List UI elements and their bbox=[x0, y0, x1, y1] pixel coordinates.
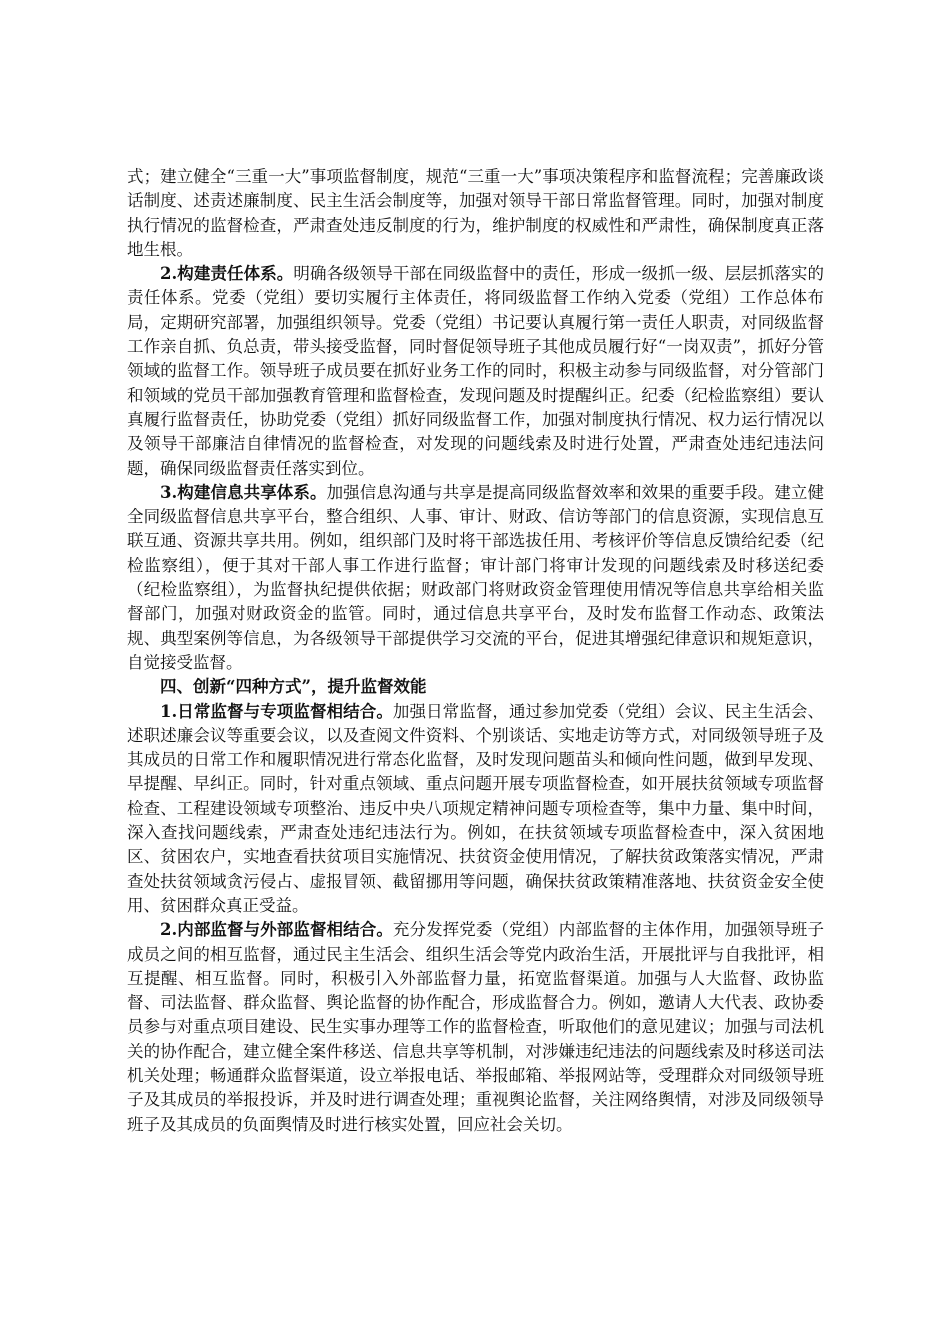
paragraph-text: 式；建立健全“三重一大”事项监督制度，规范“三重一大”事项决策程序和监督流程；完善廉政谈话制度、述责述廉制度、民主生活会制度等，加强对领导干部日常监督管理。同时，加强对制度执行情况的监督检查，严肃查处违反制度的行为，维护制度的权威性和严肃性，确保制度真正落地生根。 bbox=[127, 167, 824, 259]
paragraph-continuation bbox=[127, 165, 824, 262]
paragraph-text: 充分发挥党委（党组）内部监督的主体作用，加强领导班子成员之间的相互监督，通过民主生活会、组织生活会等党内政治生活，开展批评与自我批评，相互提醒、相互监督。同时，积极引入外部监督力量，拓宽监督渠道。加强与人大监督、政协监督、司法监督、群众监督、舆论监督的协作配合，形成监督合力。例如，邀请人大代表、政协委员参与对重点项目建设、民生实事办理等工作的监督检查，听取他们的意见建议；加强与司法机关的协作配合，建立健全案件移送、信息共享等机制，对涉嫌违纪违法的问题线索及时移送司法机关处理；畅通群众监督渠道，设立举报电话、举报邮箱、举报网站等，受理群众对同级领导班子及其成员的举报投诉，并及时进行调查处理；重视舆论监督，关注网络舆情，对涉及同级领导班子及其成员的负面舆情及时进行核实处置，回应社会关切。 bbox=[127, 920, 824, 1134]
paragraph-lead: 2.构建责任体系。 bbox=[160, 264, 294, 284]
document-body bbox=[127, 165, 824, 1137]
paragraph-text: 加强信息沟通与共享是提高同级监督效率和效果的重要手段。建立健全同级监督信息共享平台，整合组织、人事、审计、财政、信访等部门的信息资源，实现信息互联互通、资源共享共用。例如，组织部门及时将干部选拔任用、考核评价等信息反馈给纪委（纪检监察组），便于其对干部人事工作进行监督；审计部门将审计发现的问题线索及时移送纪委（纪检监察组），为监督执纪提供依据；财政部门将财政资金管理使用情况等信息共享给相关监督部门，加强对财政资金的监管。同时，通过信息共享平台，及时发布监督工作动态、政策法规、典型案例等信息，为各级领导干部提供学习交流的平台，促进其增强纪律意识和规矩意识，自觉接受监督。 bbox=[127, 482, 824, 672]
paragraph-info-sharing-system bbox=[127, 481, 824, 675]
paragraph-lead: 1.日常监督与专项监督相结合。 bbox=[160, 701, 393, 721]
paragraph-internal-external-supervision bbox=[127, 918, 824, 1137]
paragraph-text: 明确各级领导干部在同级监督中的责任，形成一级抓一级、层层抓落实的责任体系。党委（党组）要切实履行主体责任，将同级监督工作纳入党委（党组）工作总体布局，定期研究部署，加强组织领导。党委（党组）书记要认真履行第一责任人职责，对同级监督工作亲自抓、负总责，带头接受监督，同时督促领导班子其他成员履行好“一岗双责”，抓好分管领域的监督工作。领导班子成员要在抓好业务工作的同时，积极主动参与同级监督，对分管部门和领域的党员干部加强教育管理和监督检查，发现问题及时提醒纠正。纪委（纪检监察组）要认真履行监督责任，协助党委（党组）抓好同级监督工作，加强对制度执行情况、权力运行情况以及领导干部廉洁自律情况的监督检查，对发现的问题线索及时进行处置，严肃查处违纪违法问题，确保同级监督责任落实到位。 bbox=[127, 264, 825, 478]
paragraph-lead: 2.内部监督与外部监督相结合。 bbox=[160, 920, 393, 940]
paragraph-responsibility-system bbox=[127, 262, 824, 481]
paragraph-daily-special-supervision bbox=[127, 700, 824, 919]
section-heading: 四、创新“四种方式”，提升监督效能 bbox=[160, 677, 427, 697]
paragraph-text: 加强日常监督，通过参加党委（党组）会议、民主生活会、述职述廉会议等重要会议，以及查阅文件资料、个别谈话、实地走访等方式，对同级领导班子及其成员的日常工作和履职情况进行常态化监督，及时发现问题苗头和倾向性问题，做到早发现、早提醒、早纠正。同时，针对重点领域、重点问题开展专项监督检查，如开展扶贫领域专项监督检查、工程建设领域专项整治、违反中央八项规定精神问题专项检查等，集中力量、集中时间，深入查找问题线索，严肃查处违纪违法行为。例如，在扶贫领域专项监督检查中，深入贫困地区、贫困农户，实地查看扶贫项目实施情况、扶贫资金使用情况，了解扶贫政策落实情况，严肃查处扶贫领域贪污侵占、虚报冒领、截留挪用等问题，确保扶贫政策精准落地、扶贫资金安全使用、贫困群众真正受益。 bbox=[127, 701, 824, 915]
paragraph-lead: 3.构建信息共享体系。 bbox=[160, 482, 327, 502]
